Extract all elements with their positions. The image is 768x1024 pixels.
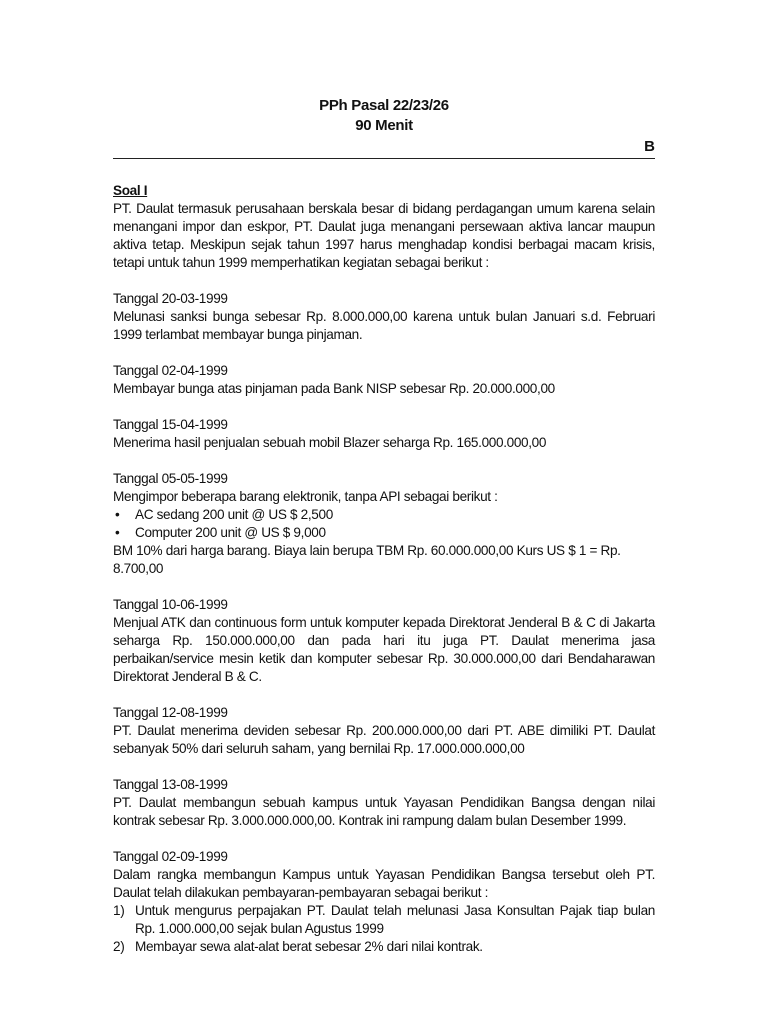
list-item-number: 2) [113, 939, 125, 954]
entry-1208 [113, 704, 655, 758]
entry-date: Tanggal 20-03-1999 [113, 291, 228, 306]
entry-1006 [113, 596, 655, 686]
entry-text: Mengimpor beberapa barang elektronik, tanpa API sebagai berikut : [113, 489, 498, 504]
entry-1308 [113, 776, 655, 830]
exam-version-letter: B [644, 138, 655, 155]
entry-2003 [113, 290, 655, 344]
bullet-icon: • [115, 525, 120, 540]
soal-intro: PT. Daulat termasuk perusahaan berskala besar di bidang perdagangan umum karena selain menangani impor dan eskpor, PT. Daulat juga menangani persewaan aktiva lancar maupun aktiva tetap. Meskipun sejak tahun 1997 harus menghadap kondisi berbagai macam krisis, tetapi untuk tahun 1999 memperhatikan kegiatan sebagai berikut : [113, 201, 655, 270]
import-item-list [113, 506, 655, 542]
entry-text: PT. Daulat membangun sebuah kampus untuk Yayasan Pendidikan Bangsa dengan nilai kontrak sebesar Rp. 3.000.000.000,00. Kontrak ini rampung dalam bulan Desember 1999. [113, 795, 655, 828]
entry-0204 [113, 362, 655, 398]
list-item [113, 938, 655, 956]
entry-text: Melunasi sanksi bunga sebesar Rp. 8.000.000,00 karena untuk bulan Januari s.d. Februari 1999 terlambat membayar bunga pinjaman. [113, 309, 655, 342]
entry-text: Dalam rangka membangun Kampus untuk Yayasan Pendidikan Bangsa tersebut oleh PT. Daulat telah dilakukan pembayaran-pembayaran sebagai berikut : [113, 867, 655, 900]
entry-date: Tanggal 12-08-1999 [113, 705, 228, 720]
list-item-text: AC sedang 200 unit @ US $ 2,500 [135, 507, 333, 522]
list-item [113, 524, 655, 542]
list-item-text: Computer 200 unit @ US $ 9,000 [135, 525, 326, 540]
list-item-number: 1) [113, 903, 125, 918]
header-row [113, 136, 655, 158]
entry-date: Tanggal 10-06-1999 [113, 597, 228, 612]
entry-after-text: BM 10% dari harga barang. Biaya lain berupa TBM Rp. 60.000.000,00 Kurs US $ 1 = Rp. 8.700,00 [113, 543, 621, 576]
list-item-text: Untuk mengurus perpajakan PT. Daulat telah melunasi Jasa Konsultan Pajak tiap bulan Rp. 1.000.000,00 sejak bulan Agustus 1999 [135, 903, 655, 936]
entry-date: Tanggal 15-04-1999 [113, 417, 228, 432]
entry-text: Menerima hasil penjualan sebuah mobil Blazer seharga Rp. 165.000.000,00 [113, 435, 547, 450]
document-page [113, 96, 655, 956]
entry-text: Membayar bunga atas pinjaman pada Bank NISP sebesar Rp. 20.000.000,00 [113, 381, 555, 396]
entry-0505 [113, 470, 655, 578]
entry-0209 [113, 848, 655, 956]
list-item-text: Membayar sewa alat-alat berat sebesar 2% dari nilai kontrak. [135, 939, 483, 954]
header-divider [113, 158, 655, 159]
document-title [113, 96, 655, 136]
list-item [113, 506, 655, 524]
entry-text: Menjual ATK dan continuous form untuk komputer kepada Direktorat Jenderal B & C di Jakarta seharga Rp. 150.000.000,00 dan pada hari itu juga PT. Daulat menerima jasa perbaikan/service mesin ketik dan komputer sebesar Rp. 30.000.000,00 dari Bendaharawan Direktorat Jenderal B & C. [113, 615, 655, 684]
title-line-1: PPh Pasal 22/23/26 [319, 97, 449, 114]
entry-text: PT. Daulat menerima deviden sebesar Rp. 200.000.000,00 dari PT. ABE dimiliki PT. Daulat sebanyak 50% dari seluruh saham, yang bernilai Rp. 17.000.000.000,00 [113, 723, 655, 756]
entry-date: Tanggal 02-09-1999 [113, 849, 228, 864]
soal-heading: Soal I [113, 183, 148, 198]
entry-date: Tanggal 13-08-1999 [113, 777, 228, 792]
entry-date: Tanggal 05-05-1999 [113, 471, 228, 486]
entry-1504 [113, 416, 655, 452]
title-line-2: 90 Menit [355, 117, 413, 134]
document-body [113, 182, 655, 956]
bullet-icon: • [115, 507, 120, 522]
payment-list [113, 902, 655, 956]
list-item [113, 902, 655, 938]
entry-date: Tanggal 02-04-1999 [113, 363, 228, 378]
